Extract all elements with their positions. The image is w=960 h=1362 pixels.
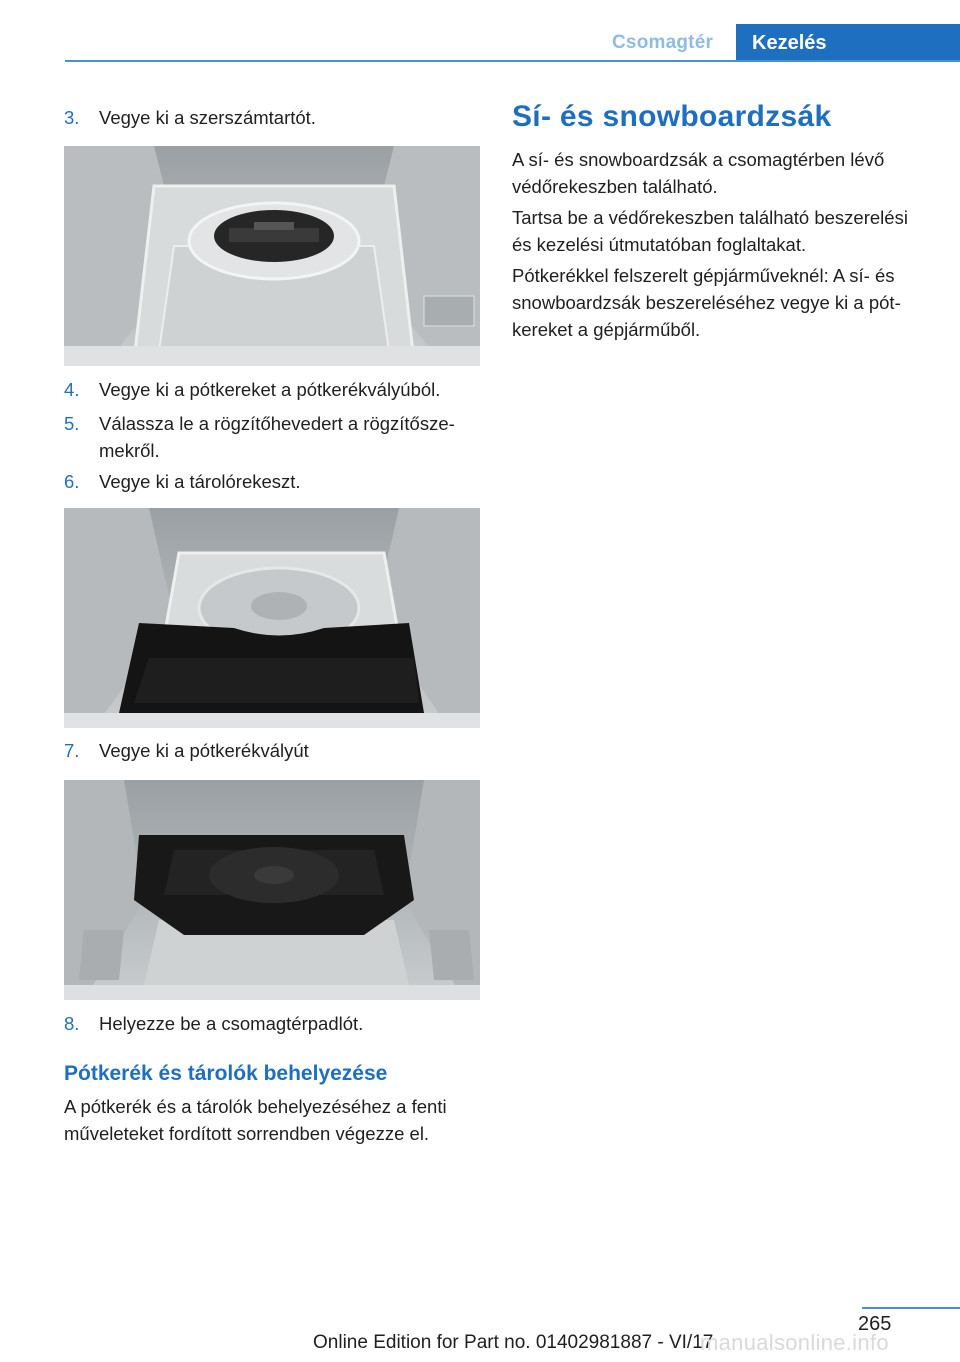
header-section-label: Csomagtér (612, 32, 714, 53)
step-number: 8. (64, 1013, 80, 1034)
page-header (0, 0, 960, 62)
page-number: 265 (858, 1313, 892, 1335)
step-number: 5. (64, 413, 80, 434)
trunk-photo-wheel-well (64, 780, 480, 1000)
step-text: Válassza le a rögzítőhevedert a rögzítőszemekről. (99, 413, 455, 461)
watermark-text: manualsonline.info (700, 1330, 889, 1355)
step-text: Vegye ki a pótkerékvályút (99, 740, 309, 761)
subsection-heading: Pótkerék és tárolók behelyezése (64, 1062, 388, 1085)
step-number: 6. (64, 471, 80, 492)
step-text: Vegye ki a szerszámtartót. (99, 107, 316, 128)
step-number: 4. (64, 379, 80, 400)
paragraph: Pótkerékkel felszerelt gépjárműveknél: A sí- és snowboardzsák beszereléséhez vegye ki a pótkereket a gépjárműből. (512, 265, 901, 340)
header-rule (65, 60, 960, 62)
step-text: Vegye ki a pótkereket a pótkerékvályúból. (99, 379, 441, 400)
edition-line: Online Edition for Part no. 01402981887 - VI/17 (313, 1332, 714, 1353)
step-text: Vegye ki a tárolórekeszt. (99, 471, 301, 492)
paragraph: A sí- és snowboardzsák a csomagtérben lévő védőrekeszben található. (512, 149, 885, 197)
trunk-photo-storage-box (64, 508, 480, 728)
subsection-text: A pótkerék és a tárolók behelyezéséhez a fenti műveleteket fordított sorrendben végezze el. (64, 1096, 447, 1144)
section-heading: Sí- és snowboardzsák (512, 100, 832, 133)
trunk-photo-tool-holder (64, 146, 480, 366)
step-text: Helyezze be a csomagtérpadlót. (99, 1013, 364, 1034)
paragraph: Tartsa be a védőrekeszben található beszerelési és kezelési útmutatóban foglaltakat. (512, 207, 908, 255)
step-number: 7. (64, 740, 80, 761)
header-chapter-tab: Kezelés (736, 24, 960, 61)
step-number: 3. (64, 107, 80, 128)
footer-rule (862, 1307, 960, 1309)
